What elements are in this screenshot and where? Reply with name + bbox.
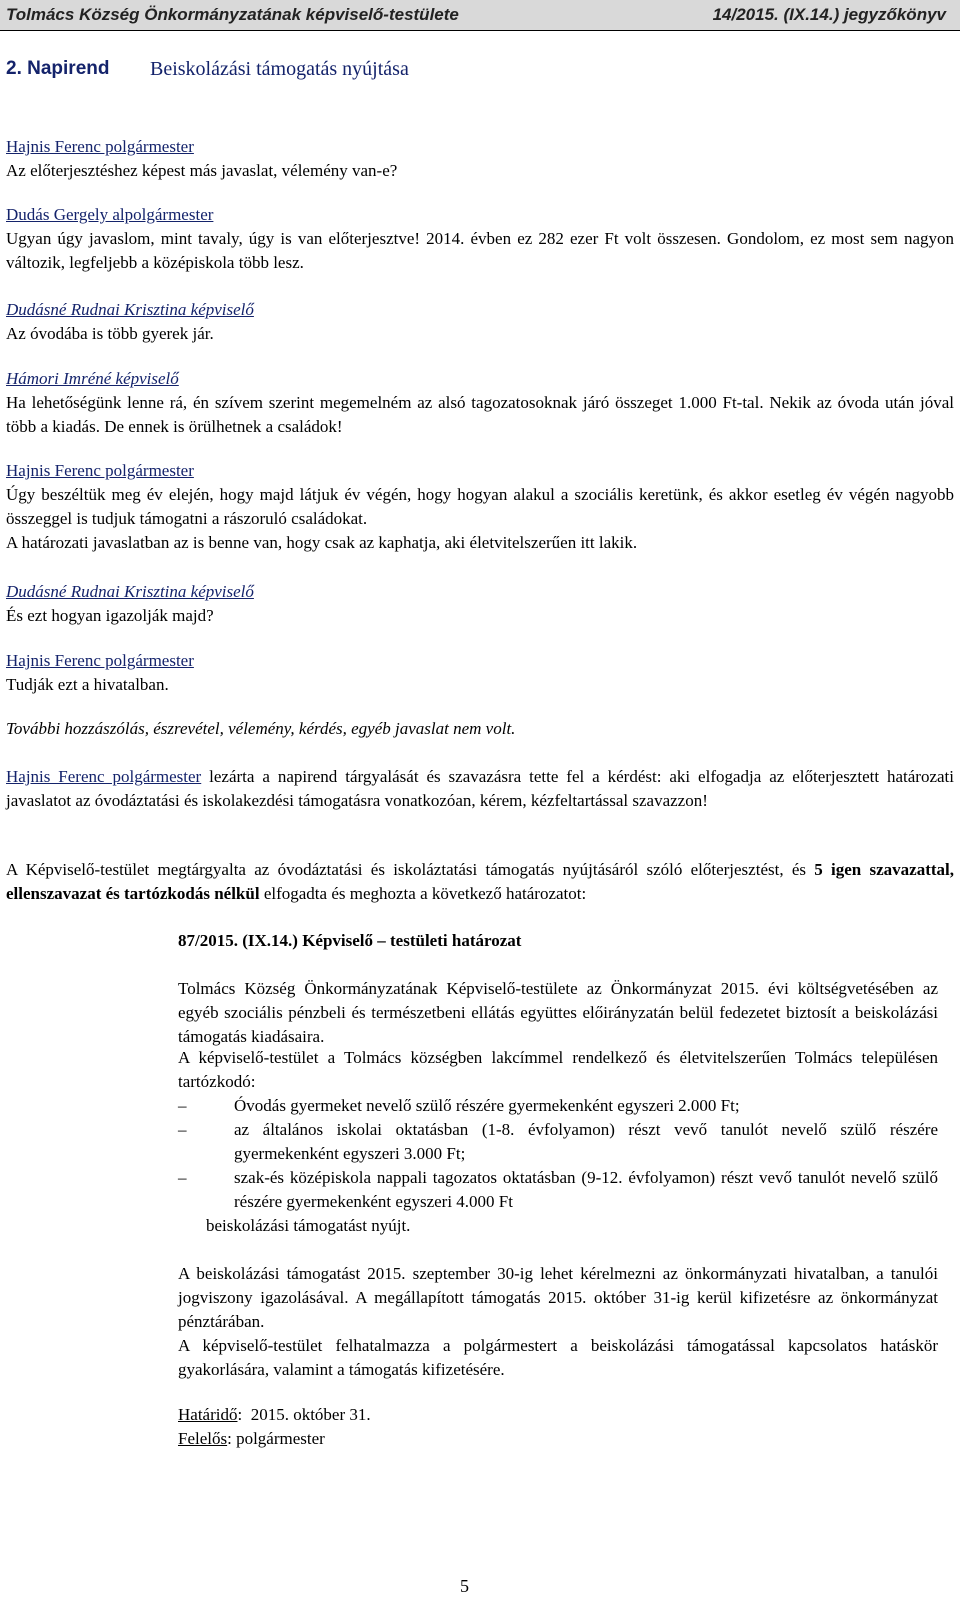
speech-text: Az előterjesztéshez képest más javaslat, vélemény van-e? xyxy=(6,161,398,180)
speaker-name: Dudás Gergely alpolgármester xyxy=(6,205,214,224)
vote-count: 5 igen szavazattal, ellenszavazat és tartózkodás nélkül xyxy=(6,860,954,903)
vote-text: A Képviselő-testület megtárgyalta az óvodáztatási és iskoláztatási támogatás nyújtásáról szóló előterjesztést, és xyxy=(6,860,815,879)
speaker-name: Dudásné Rudnai Krisztina képviselő xyxy=(6,300,254,319)
speech-block xyxy=(6,135,954,183)
resolution-paragraph: A képviselő-testület a Tolmács községben lakcímmel rendelkező és életvitelszerűen Tolmács településen tartózkodó: xyxy=(178,1048,938,1091)
resolution-paragraph: A képviselő-testület felhatalmazza a polgármestert a beiskolázási támogatással kapcsolatos hatáskör gyakorlására, valamint a támogatás kifizetésére. xyxy=(178,1336,938,1379)
speech-text: Tudják ezt a hivatalban. xyxy=(6,675,169,694)
speech-text: Ha lehetőségünk lenne rá, én szívem szerint megemelném az alsó tagozatosoknak járó összeget 1.000 Ft-tal. Nekik az óvoda után jóval több a kiadás. De ennek is örülhetnek a családok! xyxy=(6,393,954,436)
header-document-number: 14/2015. (IX.14.) jegyzőkönyv xyxy=(712,5,946,24)
dash-bullet-icon: – xyxy=(178,1120,187,1139)
speaker-name: Hajnis Ferenc polgármester xyxy=(6,651,194,670)
agenda-item-title: Beiskolázási támogatás nyújtása xyxy=(150,58,409,80)
list-item xyxy=(178,1118,938,1166)
responsible xyxy=(178,1427,938,1451)
speech-block xyxy=(6,298,954,346)
speech-text: És ezt hogyan igazolják majd? xyxy=(6,606,214,625)
speech-block xyxy=(6,649,954,697)
speaker-name: Hajnis Ferenc polgármester xyxy=(6,461,194,480)
speech-block xyxy=(6,203,954,275)
speech-text: Úgy beszéltük meg év elején, hogy majd látjuk év végén, hogy hogyan alakul a szociális keretünk, és akkor esetleg év végén nagyobb összeggel is tudjuk támogatni a rászoruló családokat. xyxy=(6,485,954,528)
list-item xyxy=(178,1094,938,1118)
list-item-text: az általános iskolai oktatásban (1-8. évfolyamon) részt vevő tanulót nevelő szülő részére gyermekenként egyszeri 3.000 Ft; xyxy=(234,1120,938,1163)
speech-block xyxy=(6,580,954,628)
resolution-title: 87/2015. (IX.14.) Képviselő – testületi határozat xyxy=(178,931,522,950)
speaker-name: Hajnis Ferenc polgármester xyxy=(6,137,194,156)
list-item-text: Óvodás gyermeket nevelő szülő részére gyermekenként egyszeri 2.000 Ft; xyxy=(234,1096,740,1115)
deadline-label: Határidő xyxy=(178,1405,238,1424)
dash-bullet-icon: – xyxy=(178,1096,187,1115)
resolution-paragraph: A beiskolázási támogatást 2015. szeptember 30-ig lehet kérelmezni az önkormányzati hivatalban, a tanulói jogviszony igazolásával. A megállapított támogatás 2015. október 31-ig kerül kifizetésre az önkormányzat pénztárában. xyxy=(178,1264,938,1331)
speech-text: Az óvodába is több gyerek jár. xyxy=(6,324,214,343)
speaker-name: Hajnis Ferenc polgármester xyxy=(6,767,202,786)
list-item xyxy=(178,1166,938,1214)
deadline xyxy=(178,1403,938,1427)
agenda-item-number: 2. Napirend xyxy=(6,58,110,79)
vote-text: elfogadta és meghozta a következő határozatot: xyxy=(259,884,587,903)
speech-block xyxy=(6,367,954,439)
page-number: 5 xyxy=(460,1576,469,1596)
responsible-value: : polgármester xyxy=(227,1429,325,1448)
closing-note: További hozzászólás, észrevétel, vélemény, kérdés, egyéb javaslat nem volt. xyxy=(6,719,516,738)
speaker-name: Hámori Imréné képviselő xyxy=(6,369,179,388)
speech-text: lezárta a napirend tárgyalását és szavazásra tette fel a kérdést: aki elfogadja az előterjesztett határozati javaslatot az óvodáztatási és iskolakezdési támogatásra vonatkozóan, kérem, kézfeltartással szavazzon! xyxy=(6,767,954,810)
dash-bullet-icon: – xyxy=(178,1168,187,1187)
page-header xyxy=(0,0,960,31)
resolution-paragraph: beiskolázási támogatást nyújt. xyxy=(206,1216,411,1235)
speech-block xyxy=(6,459,954,555)
responsible-label: Felelős xyxy=(178,1429,228,1448)
vote-result xyxy=(6,858,954,906)
speech-block xyxy=(6,765,954,813)
resolution-paragraph: Tolmács Község Önkormányzatának Képviselő-testülete az Önkormányzat 2015. évi költségvetésében az egyéb szociális pénzbeli és természetbeni ellátás együttes előirányzatán belül fedezetet biztosít a beiskolázási támogatás kiadásaira. xyxy=(178,979,938,1046)
speech-text: A határozati javaslatban az is benne van, hogy csak az kaphatja, aki életvitelszerűen itt lakik. xyxy=(6,533,638,552)
deadline-value: : 2015. október 31. xyxy=(237,1405,371,1424)
speaker-name: Dudásné Rudnai Krisztina képviselő xyxy=(6,582,254,601)
speech-text: Ugyan úgy javaslom, mint tavaly, úgy is van előterjesztve! 2014. évben ez 282 ezer Ft volt összesen. Gondolom, ez most sem nagyon változik, legfeljebb a középiskola több lesz. xyxy=(6,229,954,272)
header-title: Tolmács Község Önkormányzatának képviselő-testülete xyxy=(6,5,459,24)
list-item-text: szak-és középiskola nappali tagozatos oktatásban (9-12. évfolyamon) részt vevő tanulót nevelő szülő részére gyermekenként egyszeri 4.000 Ft xyxy=(234,1168,938,1211)
